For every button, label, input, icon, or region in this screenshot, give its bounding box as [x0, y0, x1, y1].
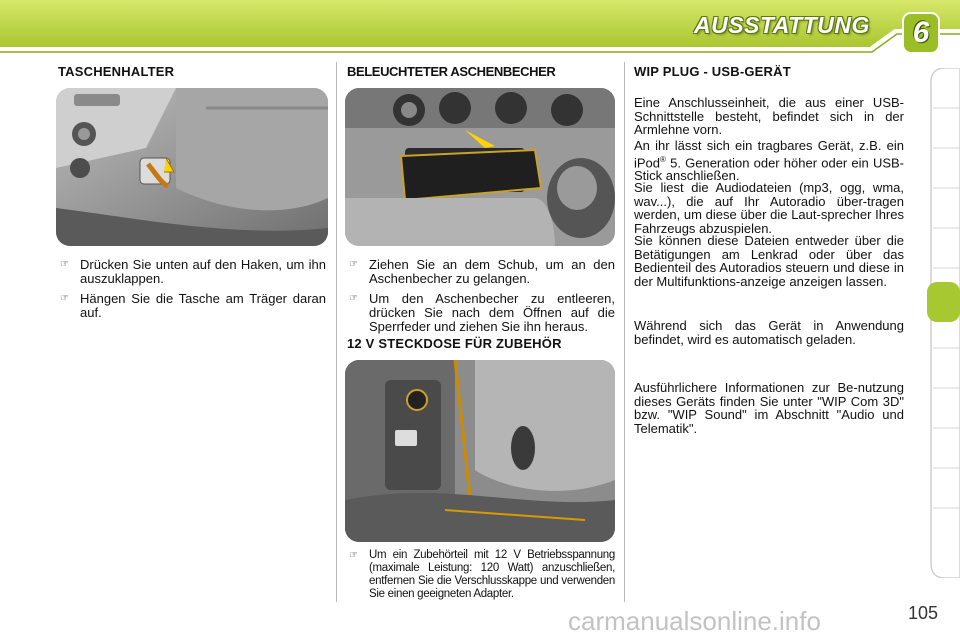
pointing-hand-icon: ☞: [60, 259, 69, 270]
wip-paragraph-4: Sie können diese Dateien entweder über die Betätigungen am Lenkrad oder über das Bedienteil des Autoradios steuern und diese in der Multifunktions-anzeige anzeigen lassen.: [634, 233, 904, 289]
section-title: AUSSTATTUNG: [694, 12, 870, 38]
watermark: carmanualsonline.info: [568, 606, 821, 636]
wip-paragraph-2: An ihr lässt sich ein tragbares Gerät, z.B. ein iPod® 5. Generation oder höher oder ein USB-Stick anschließen.: [634, 138, 904, 184]
title-aschenbecher: BELEUCHTETER ASCHENBECHER: [347, 64, 556, 79]
column-divider-1: [336, 62, 337, 602]
bullet-item: ☞ Hängen Sie die Tasche am Träger daran auf.: [60, 291, 326, 320]
wip-paragraph-1: Eine Anschlusseinheit, die aus einer USB-Schnittstelle besteht, befindet sich in der Armlehne vorn.: [634, 95, 904, 137]
wip-paragraph-5: Während sich das Gerät in Anwendung befindet, wird es automatisch geladen.: [634, 318, 904, 347]
title-wip-plug: WIP PLUG - USB-GERÄT: [634, 64, 791, 79]
title-taschenhalter: TASCHENHALTER: [58, 64, 175, 79]
chapter-number: 6: [912, 16, 930, 49]
pointing-hand-icon: ☞: [349, 550, 358, 561]
bag-hook-photo: [56, 88, 328, 246]
page-number: 105: [908, 603, 939, 623]
bullet-item: ☞ Drücken Sie unten auf den Haken, um ihn auszuklappen.: [60, 257, 326, 286]
wip-paragraph-3: Sie liest die Audiodateien (mp3, ogg, wma, wav...), die auf Ihr Autoradio über-tragen werden, um diese über die Laut-sprecher Ihres Fahrzeugs abzuspielen.: [634, 180, 904, 236]
bullet-item: ☞ Ziehen Sie an dem Schub, um an den Aschenbecher zu gelangen.: [349, 257, 615, 286]
column-divider-2: [624, 62, 625, 602]
pointing-hand-icon: ☞: [349, 259, 358, 270]
aschenbecher-bullets: [347, 258, 615, 340]
ashtray-photo: [345, 88, 615, 246]
wip-paragraph-6: Ausführlichere Informationen zur Be-nutzung dieses Geräts finden Sie unter "WIP Com 3D" bzw. "WIP Sound" im Abschnitt "Audio und Telematik".: [634, 380, 904, 436]
steckdose-bullets: [347, 549, 615, 607]
socket-photo: [345, 360, 615, 542]
pointing-hand-icon: ☞: [349, 293, 358, 304]
chapter-tabs: [927, 68, 960, 578]
taschenhalter-bullets: [58, 258, 326, 326]
title-steckdose: 12 V STECKDOSE FÜR ZUBEHÖR: [347, 336, 562, 351]
pointing-hand-icon: ☞: [60, 293, 69, 304]
bullet-item: ☞ Um den Aschenbecher zu entleeren, drücken Sie nach dem Öffnen auf die Sperrfeder und ziehen Sie ihn heraus.: [349, 291, 615, 334]
bullet-item: ☞ Um ein Zubehörteil mit 12 V Betriebsspannung (maximale Leistung: 120 Watt) anzuschließen, entfernen Sie die Verschlusskappe und verwenden Sie einen geeigneten Adapter.: [349, 549, 615, 600]
